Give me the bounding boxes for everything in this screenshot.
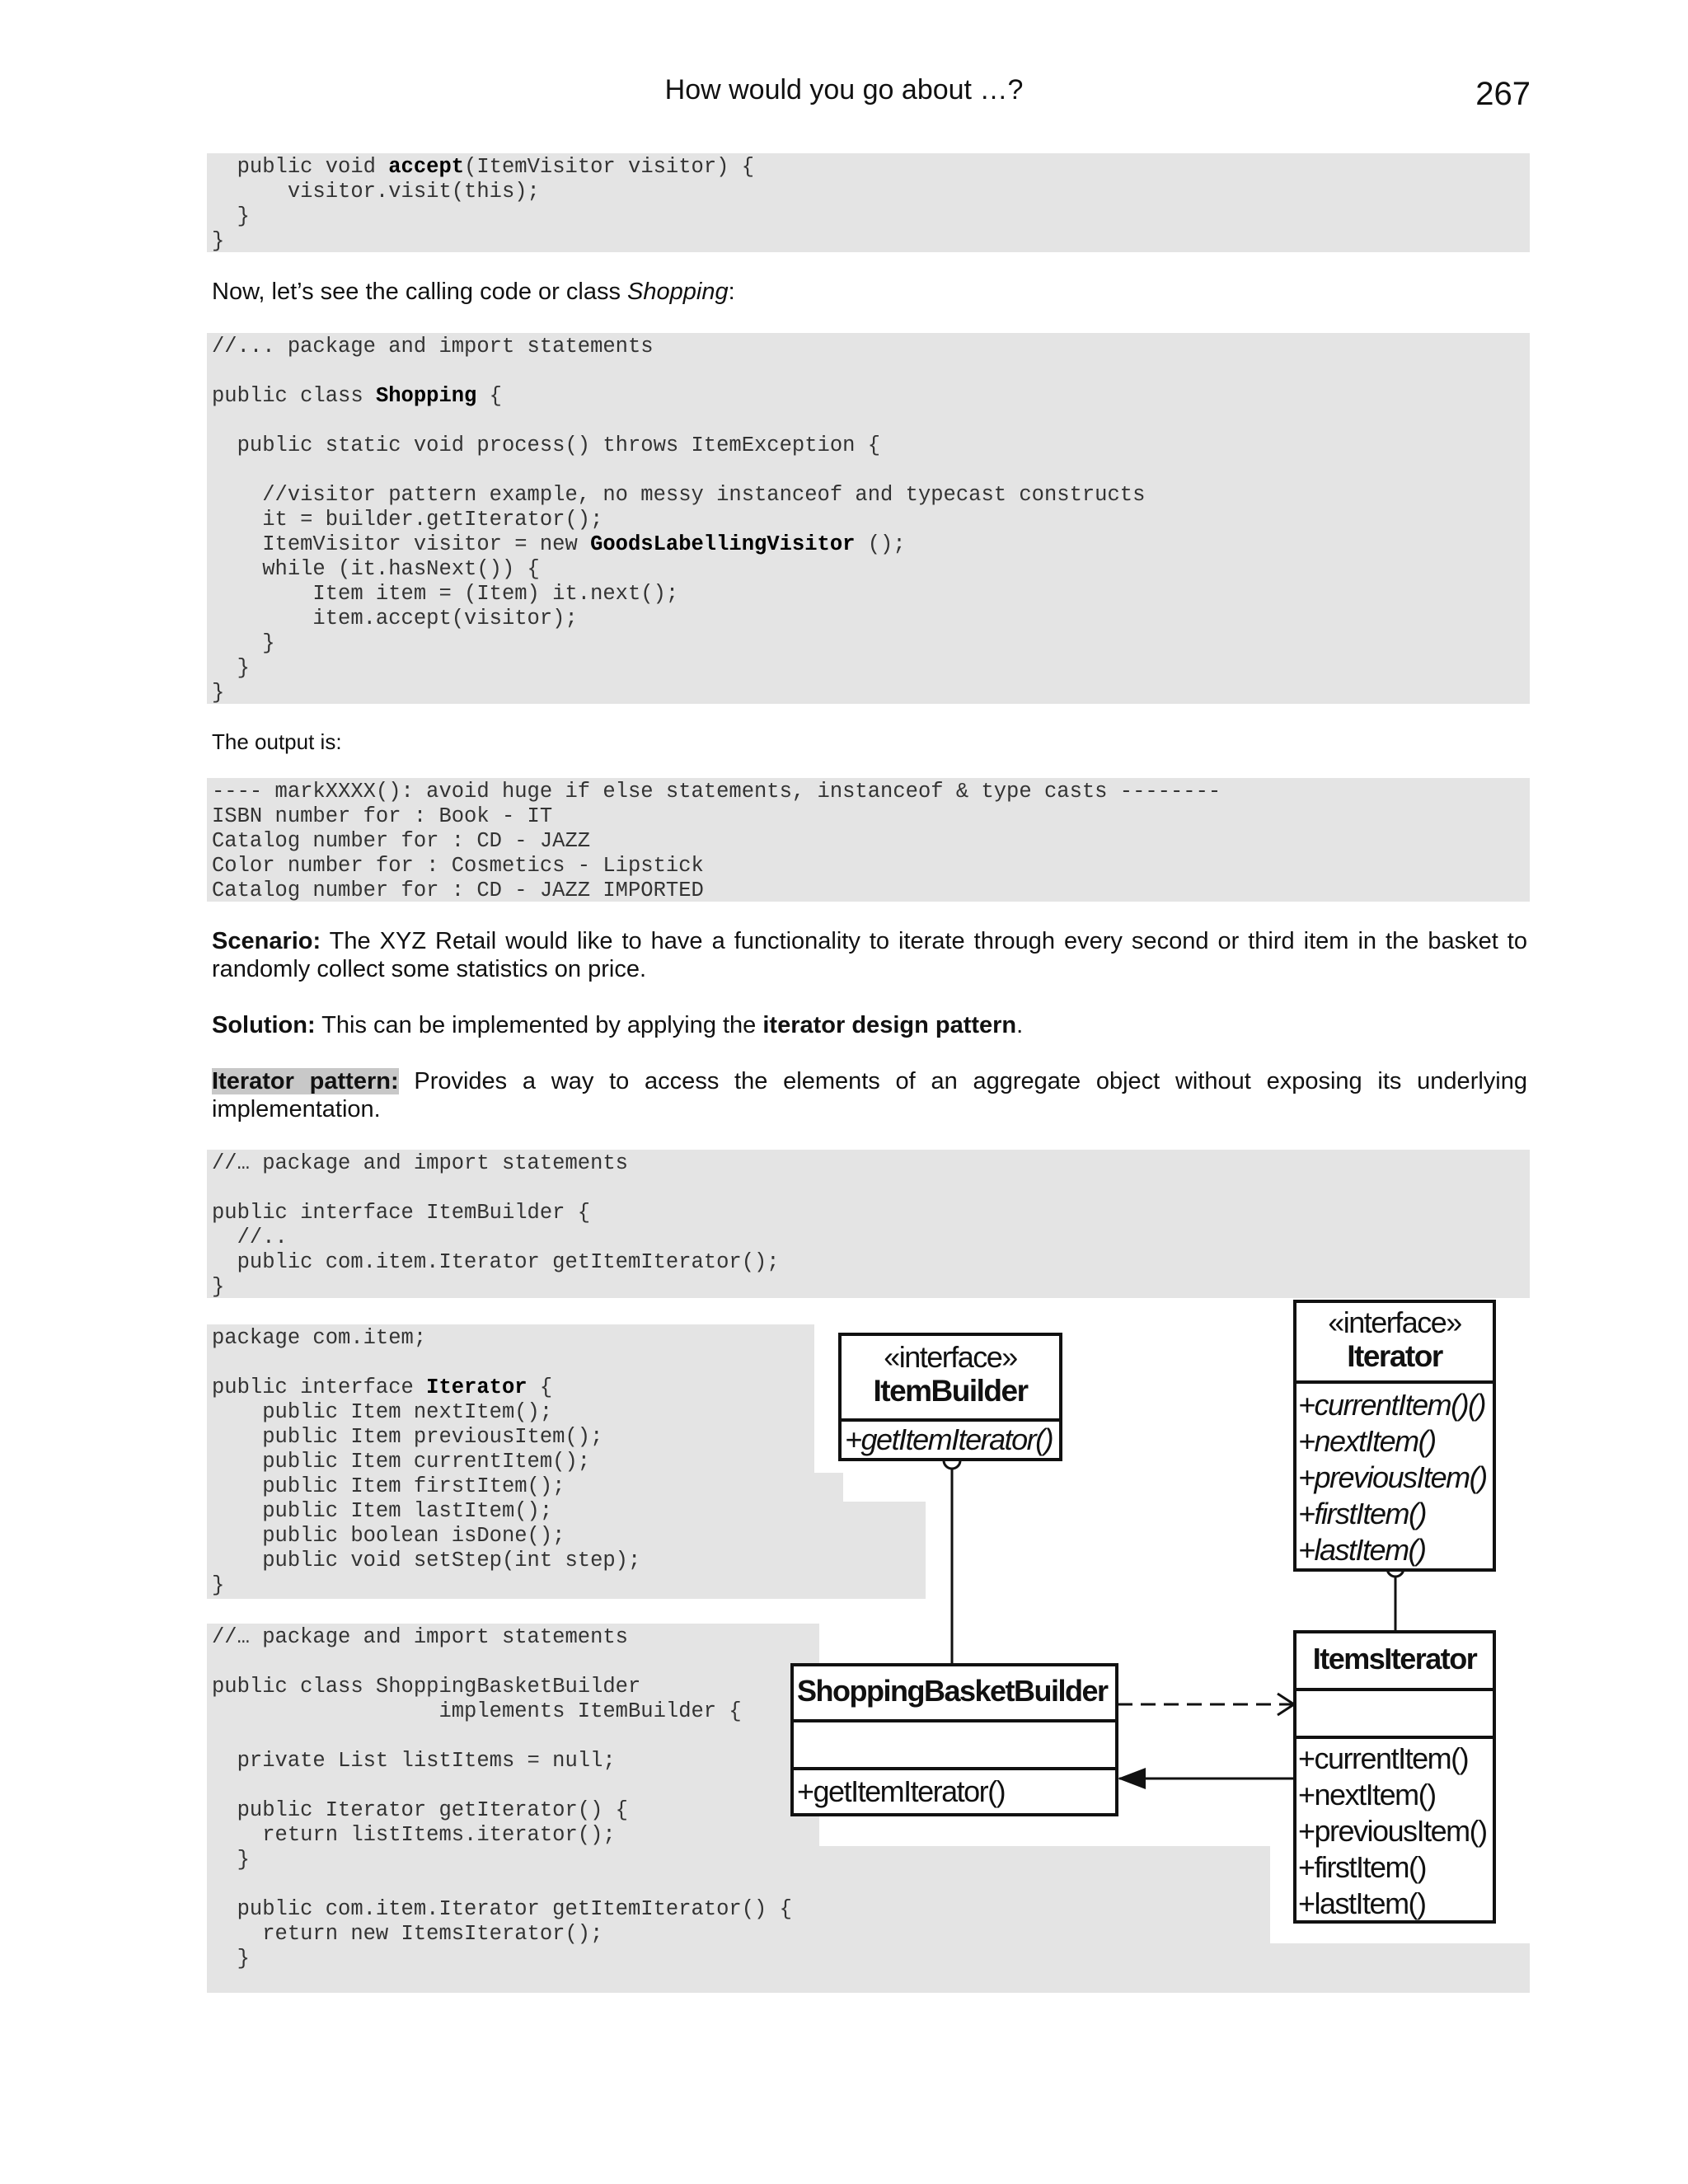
code-line: //visitor pattern example, no messy instanceof and typecast constructs: [212, 483, 1146, 507]
code-line: Item item = (Item) it.next();: [212, 582, 679, 606]
code-line: Catalog number for : CD - JAZZ IMPORTED: [212, 879, 704, 902]
code-line: public com.item.Iterator getItemIterator() {: [212, 1897, 792, 1921]
code-line: ISBN number for : Book - IT: [212, 804, 553, 828]
code-line: public Iterator getIterator() {: [212, 1798, 628, 1822]
code-line: it = builder.getIterator();: [212, 508, 603, 532]
uml-method: +nextItem(): [1298, 1778, 1436, 1811]
uml-class-itembuilder: [838, 1333, 1062, 1461]
code-line: public com.item.Iterator getItemIterator();: [212, 1250, 780, 1274]
code-line: package com.item;: [212, 1326, 427, 1350]
uml-class-name: ItemsIterator: [1312, 1642, 1477, 1675]
code-line: //… package and import statements: [212, 1625, 628, 1649]
code-line: }: [212, 1573, 225, 1597]
uml-method: +getItemIterator(): [797, 1774, 1006, 1808]
solution-paragraph: Solution: This can be implemented by applying the iterator design pattern.: [212, 1012, 1024, 1038]
code-line: }: [212, 631, 275, 655]
uml-class-name: ItemBuilder: [873, 1374, 1028, 1408]
code-line: while (it.hasNext()) {: [212, 557, 540, 581]
code-line: item.accept(visitor);: [212, 607, 578, 630]
uml-method: +lastItem(): [1298, 1886, 1426, 1920]
code-line: }: [212, 681, 225, 704]
code-line: public Item currentItem();: [212, 1450, 591, 1474]
code-line: //... package and import statements: [212, 335, 654, 359]
uml-method: +currentItem()(): [1298, 1388, 1486, 1422]
code-line: ItemVisitor visitor = new GoodsLabellingVisitor ();: [212, 532, 906, 556]
code-line: public class Shopping {: [212, 384, 502, 408]
uml-method: +getItemIterator(): [845, 1422, 1053, 1456]
code-line: public class ShoppingBasketBuilder: [212, 1675, 641, 1699]
code-line: return listItems.iterator();: [212, 1823, 616, 1847]
code-line: Color number for : Cosmetics - Lipstick: [212, 854, 704, 878]
code-line: //..: [212, 1226, 288, 1249]
code-line: public Item firstItem();: [212, 1474, 565, 1498]
code-line: public interface ItemBuilder {: [212, 1201, 591, 1225]
output-label: The output is:: [212, 729, 342, 754]
code-line: Catalog number for : CD - JAZZ: [212, 829, 591, 853]
uml-class-shoppingbasketbuilder: [790, 1663, 1118, 1816]
code-line: }: [212, 1947, 250, 1971]
uml-stereotype: «interface»: [1328, 1305, 1461, 1339]
code-line: return new ItemsIterator();: [212, 1922, 603, 1946]
code-line: public void setStep(int step);: [212, 1549, 641, 1572]
uml-attributes-empty: [1296, 1688, 1493, 1736]
code-line: visitor.visit(this);: [212, 180, 540, 204]
code-line: public static void process() throws ItemException {: [212, 434, 881, 457]
code-line: }: [212, 229, 225, 252]
code-line: public Item previousItem();: [212, 1425, 603, 1449]
uml-attributes-empty: [794, 1719, 1115, 1767]
uml-class-name: Iterator: [1347, 1339, 1442, 1373]
code-line: implements ItemBuilder {: [212, 1699, 742, 1723]
page-number: 267: [1475, 76, 1531, 112]
scenario-paragraph: Scenario: The XYZ Retail would like to have a functionality to iterate through every second or third item in the basket to randomly collect some statistics on price.: [212, 928, 1527, 982]
code-line: }: [212, 656, 250, 680]
uml-method: +nextItem(): [1298, 1424, 1436, 1458]
uml-class-itemsiterator: [1293, 1630, 1496, 1924]
uml-method: +lastItem(): [1298, 1533, 1426, 1567]
code-line: public boolean isDone();: [212, 1524, 565, 1548]
uml-method: +currentItem(): [1298, 1741, 1469, 1775]
intro-paragraph: Now, let’s see the calling code or class Shopping:: [212, 279, 735, 305]
iterator-definition: Iterator pattern: Provides a way to access the elements of an aggregate object without exposing its underlying implementation.: [212, 1068, 1527, 1122]
code-line: //… package and import statements: [212, 1151, 628, 1175]
code-line: public interface Iterator {: [212, 1376, 553, 1399]
code-line: }: [212, 204, 250, 228]
uml-method: +previousItem(): [1298, 1460, 1487, 1494]
running-header: How would you go about …?: [664, 74, 1024, 105]
code-line: }: [212, 1275, 225, 1298]
uml-method: +firstItem(): [1298, 1497, 1427, 1530]
code-line: public Item nextItem();: [212, 1400, 553, 1424]
uml-class-iterator: [1293, 1300, 1496, 1572]
code-line: public Item lastItem();: [212, 1499, 553, 1523]
code-line: ---- markXXXX(): avoid huge if else statements, instanceof & type casts --------: [212, 780, 1221, 804]
code-line: private List listItems = null;: [212, 1749, 616, 1773]
uml-stereotype: «interface»: [884, 1340, 1017, 1374]
uml-method: +firstItem(): [1298, 1850, 1427, 1884]
uml-class-name: ShoppingBasketBuilder: [797, 1674, 1108, 1708]
code-line: public void accept(ItemVisitor visitor) {: [212, 155, 755, 179]
code-line: }: [212, 1848, 250, 1872]
uml-method: +previousItem(): [1298, 1814, 1487, 1848]
